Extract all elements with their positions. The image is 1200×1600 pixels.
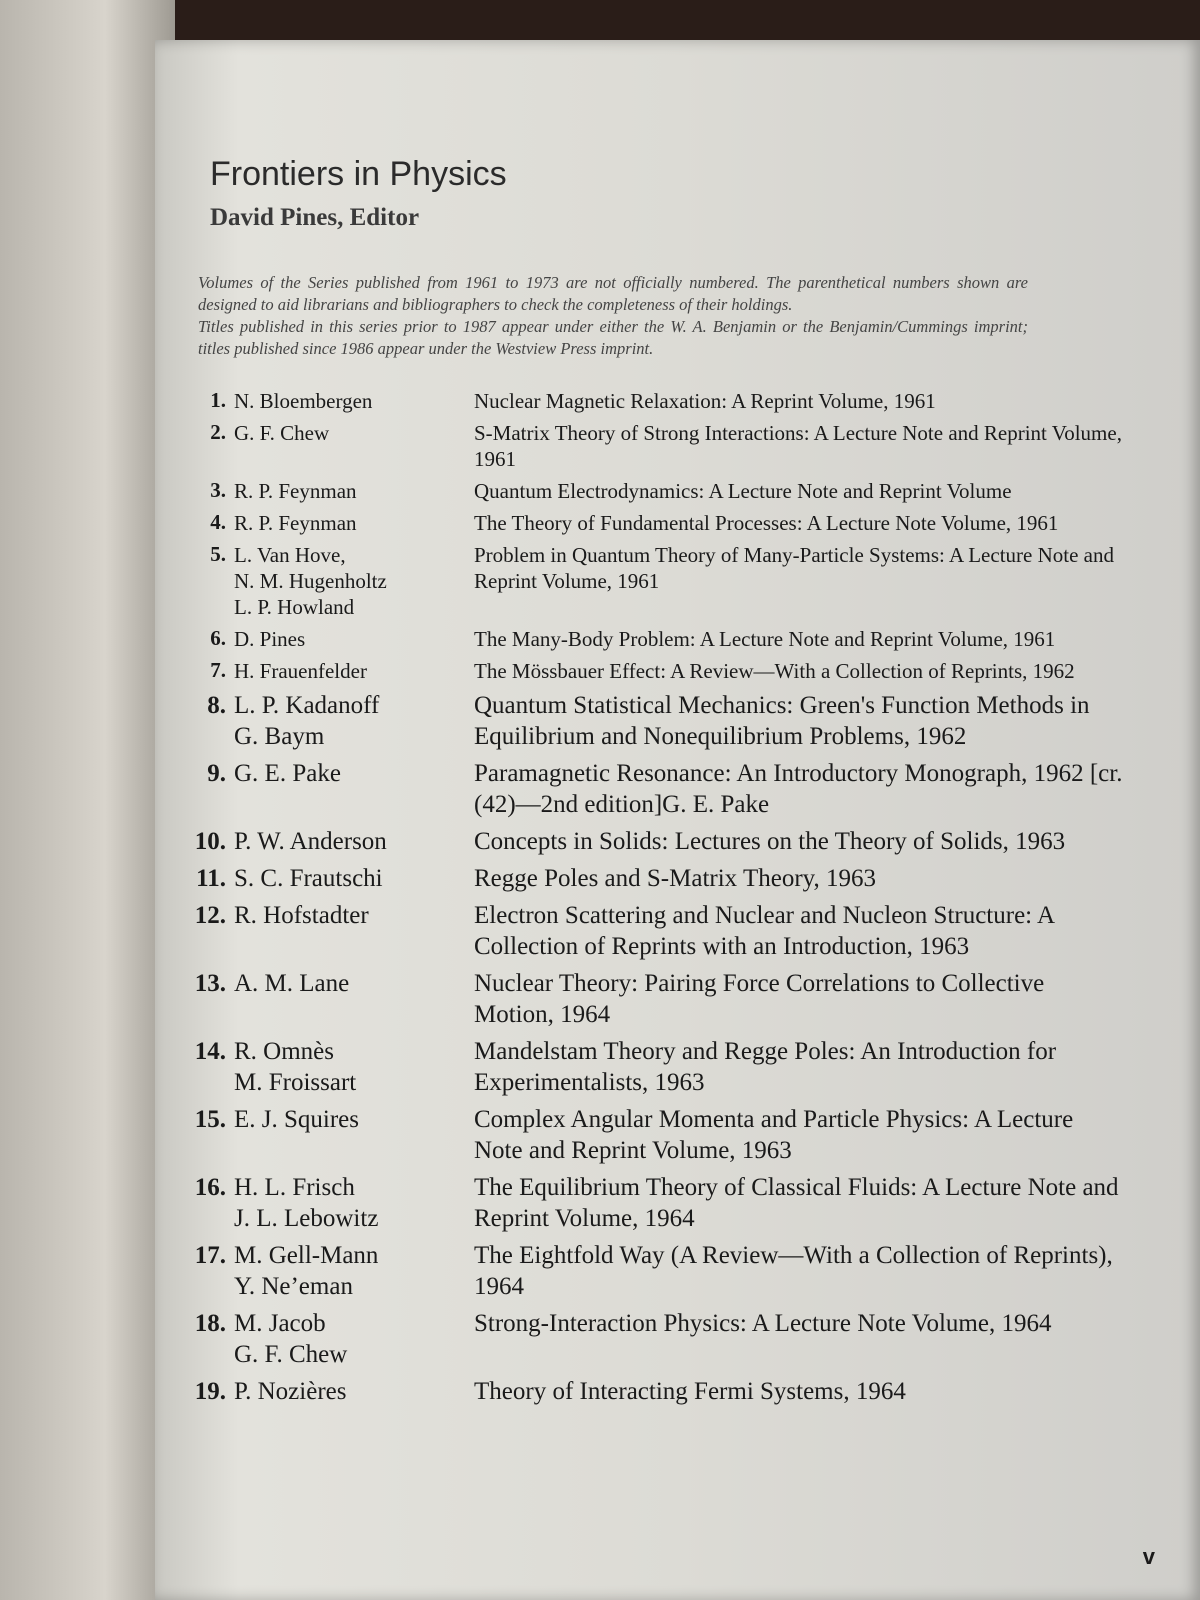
volume-number: 4.: [210, 510, 226, 534]
volume-title: Nuclear Magnetic Relaxation: A Reprint Volume, 1961: [474, 389, 936, 413]
author-name: M. Froissart: [234, 1069, 357, 1096]
author-name: G. F. Chew: [234, 421, 330, 445]
volume-authors: [234, 826, 474, 857]
volume-authors: [234, 1240, 474, 1302]
volume-title: Complex Angular Momenta and Particle Physics: A Lecture Note and Reprint Volume, 1963: [474, 1106, 1074, 1164]
volume-authors: [234, 510, 474, 536]
facing-page: [0, 0, 175, 1600]
volume-list: [190, 388, 1140, 1407]
volume-authors: [234, 626, 474, 652]
volume-authors: [234, 1308, 474, 1370]
volume-entry: [190, 1036, 1140, 1098]
note-numbering: Volumes of the Series published from 1961 to 1973 are not officially numbered. The parenthetical numbers shown are designed to aid librarians and bibliographers to check the completeness of their holdings.: [198, 273, 1028, 314]
volume-entry: [190, 900, 1140, 962]
author-name: R. P. Feynman: [234, 511, 357, 535]
volume-number: 8.: [207, 692, 226, 719]
volume-authors: [234, 658, 474, 684]
volume-authors: [234, 900, 474, 962]
volume-title: The Mössbauer Effect: A Review—With a Collection of Reprints, 1962: [474, 659, 1075, 683]
volume-authors: [234, 863, 474, 894]
author-name: J. L. Lebowitz: [234, 1205, 379, 1232]
author-name: L. P. Howland: [234, 595, 355, 619]
volume-number: 11.: [196, 865, 226, 892]
volume-entry: [190, 1104, 1140, 1166]
book-page: [155, 40, 1200, 1600]
volume-number: 18.: [194, 1310, 226, 1337]
author-name: G. F. Chew: [234, 1341, 348, 1368]
author-name: P. Nozières: [234, 1378, 347, 1405]
series-note: [198, 272, 1028, 360]
volume-number: 7.: [210, 658, 226, 682]
volume-title: Quantum Statistical Mechanics: Green's Function Methods in Equilibrium and Nonequilibrium Problems, 1962: [474, 692, 1090, 750]
volume-entry: [190, 826, 1140, 857]
volume-number: 6.: [210, 626, 226, 650]
volume-title: Strong-Interaction Physics: A Lecture Note Volume, 1964: [474, 1310, 1052, 1337]
author-name: R. Omnès: [234, 1038, 334, 1065]
author-name: E. J. Squires: [234, 1106, 359, 1133]
volume-entry: [190, 542, 1140, 620]
volume-number: 3.: [210, 478, 226, 502]
volume-entry: [190, 1172, 1140, 1234]
volume-entry: [190, 658, 1140, 684]
author-name: A. M. Lane: [234, 970, 350, 997]
author-name: G. Baym: [234, 723, 325, 750]
volume-number: 9.: [207, 760, 226, 787]
volume-number: 1.: [210, 388, 226, 412]
volume-title: The Theory of Fundamental Processes: A Lecture Note Volume, 1961: [474, 511, 1059, 535]
volume-authors: [234, 968, 474, 1030]
volume-title: Nuclear Theory: Pairing Force Correlations to Collective Motion, 1964: [474, 970, 1045, 1028]
volume-entry: [190, 863, 1140, 894]
volume-number: 13.: [194, 970, 226, 997]
volume-entry: [190, 478, 1140, 504]
volume-entry: [190, 968, 1140, 1030]
volume-title: Concepts in Solids: Lectures on the Theory of Solids, 1963: [474, 828, 1066, 855]
author-name: G. E. Pake: [234, 760, 341, 787]
volume-title: The Eightfold Way (A Review—With a Collection of Reprints), 1964: [474, 1242, 1113, 1300]
volume-authors: [234, 1376, 474, 1407]
author-name: Y. Ne’eman: [234, 1273, 353, 1300]
note-imprint: Titles published in this series prior to 1987 appear under either the W. A. Benjamin or the Benjamin/Cummings imprint; titles published since 1986 appear under the Westview Press imprint.: [198, 317, 1028, 358]
volume-number: 5.: [210, 542, 226, 566]
volume-title: Paramagnetic Resonance: An Introductory Monograph, 1962 [cr. (42)—2nd edition]G. E. Pake: [474, 760, 1123, 818]
author-name: N. M. Hugenholtz: [234, 569, 387, 593]
author-name: R. P. Feynman: [234, 479, 357, 503]
volume-number: 12.: [194, 902, 226, 929]
author-name: R. Hofstadter: [234, 902, 369, 929]
volume-authors: [234, 542, 474, 620]
author-name: M. Jacob: [234, 1310, 326, 1337]
volume-number: 10.: [194, 828, 226, 855]
author-name: P. W. Anderson: [234, 828, 387, 855]
author-name: N. Bloembergen: [234, 389, 373, 413]
volume-entry: [190, 1376, 1140, 1407]
volume-title: The Equilibrium Theory of Classical Fluids: A Lecture Note and Reprint Volume, 1964: [474, 1174, 1119, 1232]
volume-title: Quantum Electrodynamics: A Lecture Note and Reprint Volume: [474, 479, 1012, 503]
volume-number: 16.: [194, 1174, 226, 1201]
page-content: [194, 155, 1140, 1413]
volume-number: 14.: [194, 1038, 226, 1065]
volume-authors: [234, 1036, 474, 1098]
author-name: L. Van Hove,: [234, 543, 346, 567]
author-name: H. L. Frisch: [234, 1174, 355, 1201]
volume-entry: [190, 690, 1140, 752]
page-number: v: [1142, 1544, 1155, 1569]
volume-entry: [190, 1308, 1140, 1370]
volume-title: S-Matrix Theory of Strong Interactions: A Lecture Note and Reprint Volume, 1961: [474, 421, 1122, 471]
volume-title: Electron Scattering and Nuclear and Nucleon Structure: A Collection of Reprints with an Introduction, 1963: [474, 902, 1054, 960]
volume-title: Theory of Interacting Fermi Systems, 1964: [474, 1378, 906, 1405]
author-name: M. Gell-Mann: [234, 1242, 379, 1269]
volume-entry: [190, 388, 1140, 414]
volume-authors: [234, 420, 474, 472]
volume-title: The Many-Body Problem: A Lecture Note and Reprint Volume, 1961: [474, 627, 1056, 651]
volume-authors: [234, 758, 474, 820]
volume-number: 19.: [194, 1378, 226, 1405]
volume-title: Problem in Quantum Theory of Many-Particle Systems: A Lecture Note and Reprint Volume, 1961: [474, 543, 1114, 593]
author-name: S. C. Frautschi: [234, 865, 383, 892]
volume-title: Mandelstam Theory and Regge Poles: An Introduction for Experimentalists, 1963: [474, 1038, 1057, 1096]
volume-authors: [234, 690, 474, 752]
volume-number: 15.: [194, 1106, 226, 1133]
volume-authors: [234, 478, 474, 504]
volume-authors: [234, 1104, 474, 1166]
author-name: L. P. Kadanoff: [234, 692, 380, 719]
volume-authors: [234, 388, 474, 414]
volume-entry: [190, 758, 1140, 820]
volume-entry: [190, 420, 1140, 472]
volume-title: Regge Poles and S-Matrix Theory, 1963: [474, 865, 877, 892]
volume-entry: [190, 626, 1140, 652]
series-title: Frontiers in Physics: [210, 155, 507, 193]
editor-line: David Pines, Editor: [210, 204, 420, 231]
volume-number: 2.: [210, 420, 226, 444]
volume-entry: [190, 1240, 1140, 1302]
author-name: H. Frauenfelder: [234, 659, 367, 683]
volume-number: 17.: [194, 1242, 226, 1269]
volume-authors: [234, 1172, 474, 1234]
author-name: D. Pines: [234, 627, 306, 651]
volume-entry: [190, 510, 1140, 536]
